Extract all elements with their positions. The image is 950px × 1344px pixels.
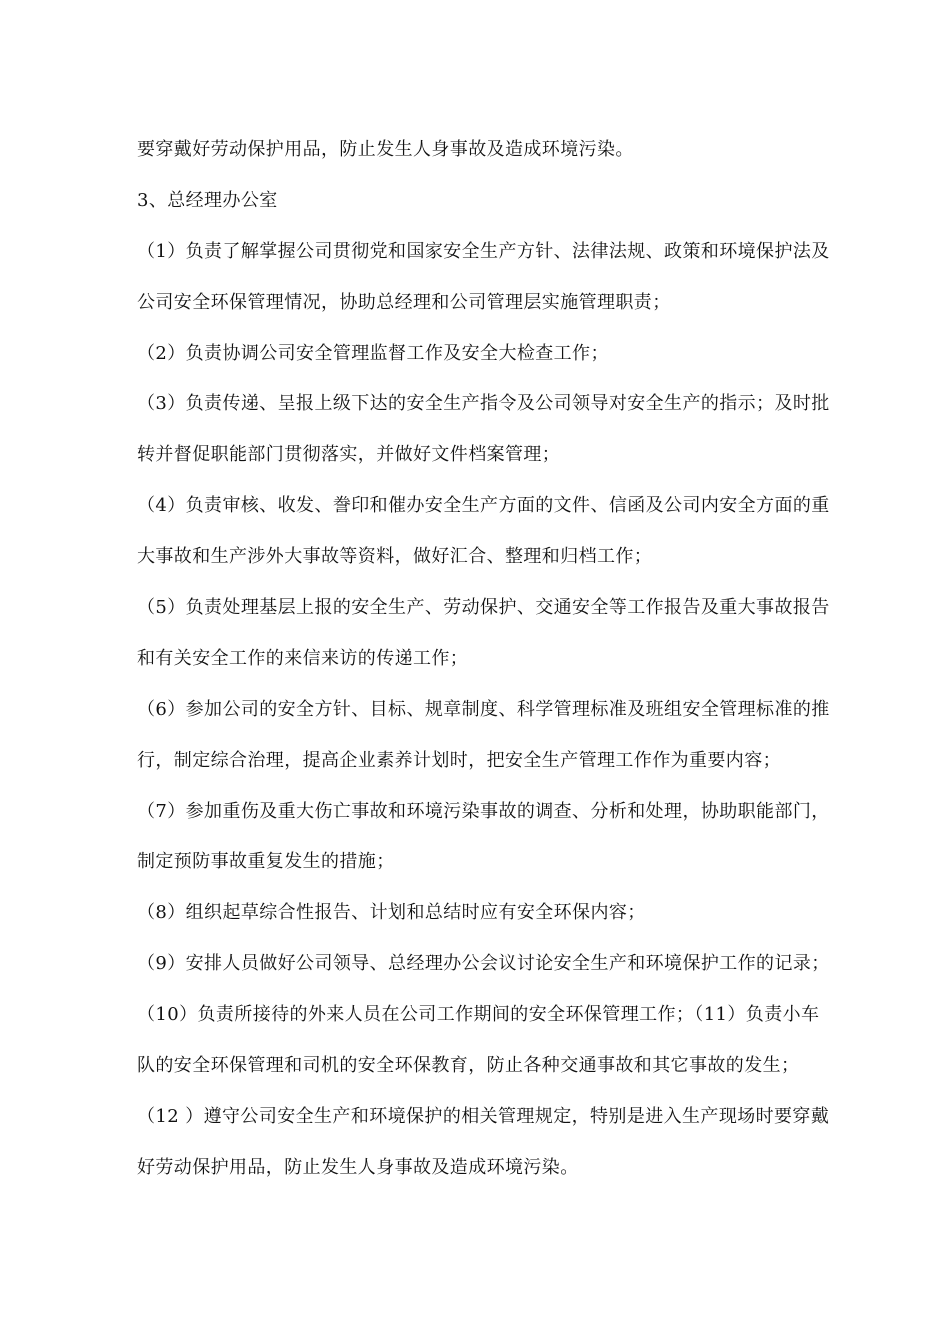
text-line: （2）负责协调公司安全管理监督工作及安全大检查工作； bbox=[137, 342, 609, 364]
text-line: （3）负责传递、呈报上级下达的安全生产指令及公司领导对安全生产的指示；及时批 bbox=[137, 393, 830, 415]
text-line: （8）组织起草综合性报告、计划和总结时应有安全环保内容； bbox=[137, 902, 646, 924]
document-body bbox=[137, 139, 830, 1208]
text-line: 大事故和生产涉外大事故等资料，做好汇合、整理和归档工作； bbox=[137, 546, 653, 568]
text-line: 制定预防事故重复发生的措施； bbox=[137, 851, 395, 873]
text-line: 转并督促职能部门贯彻落实，并做好文件档案管理； bbox=[137, 444, 561, 466]
text-line: （6）参加公司的安全方针、目标、规章制度、科学管理标准及班组安全管理标准的推 bbox=[137, 698, 830, 720]
text-line: （4）负责审核、收发、誊印和催办安全生产方面的文件、信函及公司内安全方面的重 bbox=[137, 495, 830, 517]
text-line: （10）负责所接待的外来人员在公司工作期间的安全环保管理工作；（11）负责小车 bbox=[137, 1004, 820, 1026]
text-line: （5）负责处理基层上报的安全生产、劳动保护、交通安全等工作报告及重大事故报告 bbox=[137, 597, 830, 619]
text-line: （9）安排人员做好公司领导、总经理办公会议讨论安全生产和环境保护工作的记录； bbox=[137, 953, 830, 975]
section-heading: 3、总经理办公室 bbox=[137, 189, 278, 211]
text-line: （12 ）遵守公司安全生产和环境保护的相关管理规定，特别是进入生产现场时要穿戴 bbox=[137, 1105, 830, 1127]
text-line: 要穿戴好劳动保护用品，防止发生人身事故及造成环境污染。 bbox=[137, 139, 634, 160]
text-line: （7）参加重伤及重大伤亡事故和环境污染事故的调查、分析和处理，协助职能部门， bbox=[137, 800, 830, 822]
text-line: 好劳动保护用品，防止发生人身事故及造成环境污染。 bbox=[137, 1156, 579, 1178]
text-line: 行，制定综合治理，提高企业素养计划时，把安全生产管理工作作为重要内容； bbox=[137, 749, 781, 771]
text-line: 队的安全环保管理和司机的安全环保教育，防止各种交通事故和其它事故的发生； bbox=[137, 1055, 800, 1077]
text-line: 和有关安全工作的来信来访的传递工作； bbox=[137, 647, 469, 669]
text-line: 公司安全环保管理情况，协助总经理和公司管理层实施管理职责； bbox=[137, 291, 671, 313]
text-line: （1）负责了解掌握公司贯彻党和国家安全生产方针、法律法规、政策和环境保护法及 bbox=[137, 240, 830, 262]
